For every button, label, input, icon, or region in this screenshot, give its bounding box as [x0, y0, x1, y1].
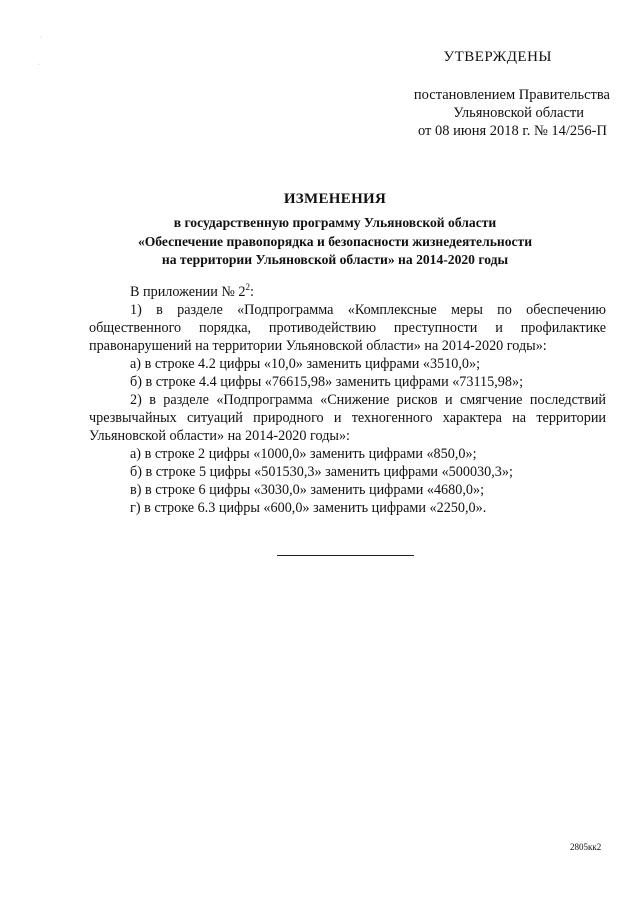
item1-subitem-a: а) в строке 4.2 цифры «10,0» заменить цифрами «3510,0»;: [130, 356, 481, 372]
document-title: ИЗМЕНЕНИЯ: [283, 191, 387, 207]
approval-line-2: Ульяновской области: [453, 105, 584, 121]
approval-title: УТВЕРЖДЕНЫ: [443, 49, 552, 65]
scan-mark: ·: [38, 62, 40, 68]
approval-line-1: постановлением Правительства: [413, 87, 610, 103]
document-subtitle-3: на территории Ульяновской области» на 2014-2020 годы: [161, 252, 509, 267]
item1-line-2: общественного порядка, противодействию преступности и профилактике: [89, 320, 606, 336]
intro-paragraph: [130, 284, 254, 301]
document-subtitle-1: в государственную программу Ульяновской области: [173, 215, 497, 230]
approval-line-3: от 08 июня 2018 г. № 14/256-П: [417, 123, 607, 139]
scan-mark: ·: [40, 35, 42, 41]
item2-subitem-c: в) в строке 6 цифры «3030,0» заменить цифрами «4680,0»;: [130, 482, 485, 498]
item1-line-3: правонарушений на территории Ульяновской области» на 2014-2020 годы»:: [89, 338, 547, 354]
item2-line-2: чрезвычайных ситуаций природного и техногенного характера на территории: [89, 410, 606, 426]
item2-subitem-a: а) в строке 2 цифры «1000,0» заменить цифрами «850,0»;: [130, 446, 477, 462]
closing-rule: [277, 555, 414, 556]
item2-line-3: Ульяновской области» на 2014-2020 годы»:: [89, 428, 350, 444]
item1-subitem-b: б) в строке 4.4 цифры «76615,98» заменить цифрами «73115,98»;: [130, 374, 524, 390]
intro-text: В приложении № 2: [130, 284, 246, 300]
intro-superscript: 2: [245, 282, 251, 292]
document-subtitle-2: «Обеспечение правопорядка и безопасности жизнедеятельности: [137, 234, 533, 249]
intro-colon: :: [250, 284, 254, 300]
document-code: 2805кк2: [570, 842, 602, 852]
item2-line-1: 2) в разделе «Подпрограмма «Снижение рисков и смягчение последствий: [130, 392, 606, 408]
item2-subitem-b: б) в строке 5 цифры «501530,3» заменить цифрами «500030,3»;: [130, 464, 513, 480]
item1-line-1: 1) в разделе «Подпрограмма «Комплексные меры по обеспечению: [130, 302, 606, 318]
item2-subitem-d: г) в строке 6.3 цифры «600,0» заменить цифрами «2250,0».: [130, 500, 487, 516]
